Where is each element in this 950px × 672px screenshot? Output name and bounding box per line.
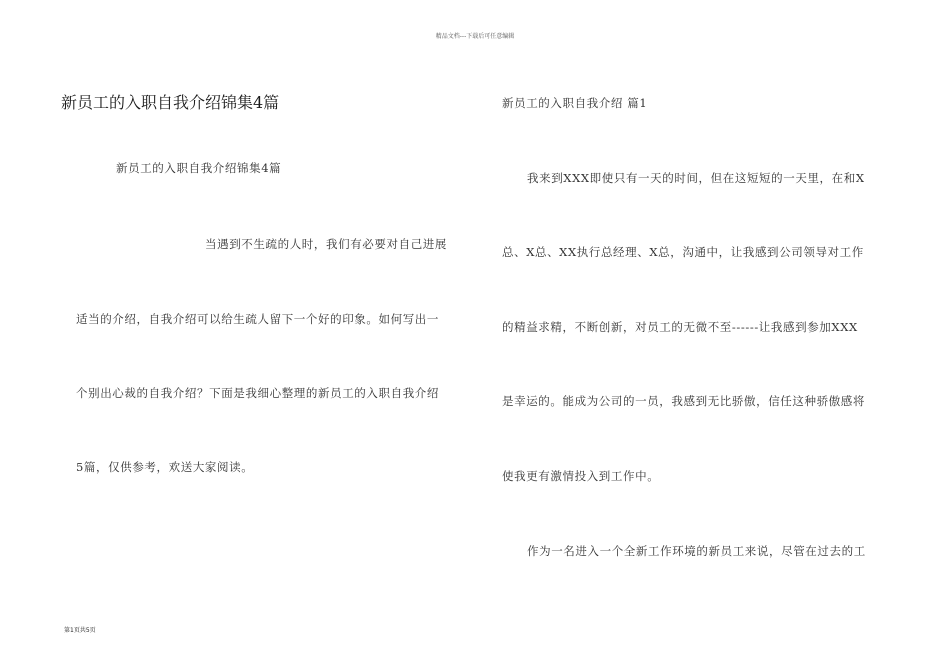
right-paragraph-line: 使我更有激情投入到工作中。 [502,469,660,483]
left-paragraph-line: 个别出心裁的自我介绍？下面是我细心整理的新员工的入职自我介绍 [76,386,439,400]
right-paragraph-line: 作为一名进入一个全新工作环境的新员工来说，尽管在过去的工 [527,544,866,558]
left-paragraph-line: 适当的介绍，自我介绍可以给生疏人留下一个好的印象。如何写出一 [76,312,439,326]
section-heading: 新员工的入职自我介绍 篇1 [502,96,648,110]
right-paragraph-line: 是幸运的。能成为公司的一员，我感到无比骄傲，信任这种骄傲感将 [502,394,865,408]
right-paragraph-line: 我来到XXX即使只有一天的时间，但在这短短的一天里，在和X [527,171,865,185]
left-paragraph-line: 当遇到不生疏的人时，我们有必要对自己进展 [205,237,447,251]
header-note: 精品文档---下载后可任意编辑 [435,33,515,40]
left-paragraph-line: 5篇，仅供参考，欢送大家阅读。 [76,460,254,474]
right-paragraph-line: 的精益求精，不断创新，对员工的无微不至------让我感到参加XXX [502,320,858,334]
document-title: 新员工的入职自我介绍锦集4篇 [61,93,280,112]
right-paragraph-line: 总、X总、XX执行总经理、X总，沟通中，让我感到公司领导对工作 [502,245,864,259]
document-subtitle: 新员工的入职自我介绍锦集4篇 [116,161,282,175]
page-footer: 第1页共5页 [64,627,96,634]
